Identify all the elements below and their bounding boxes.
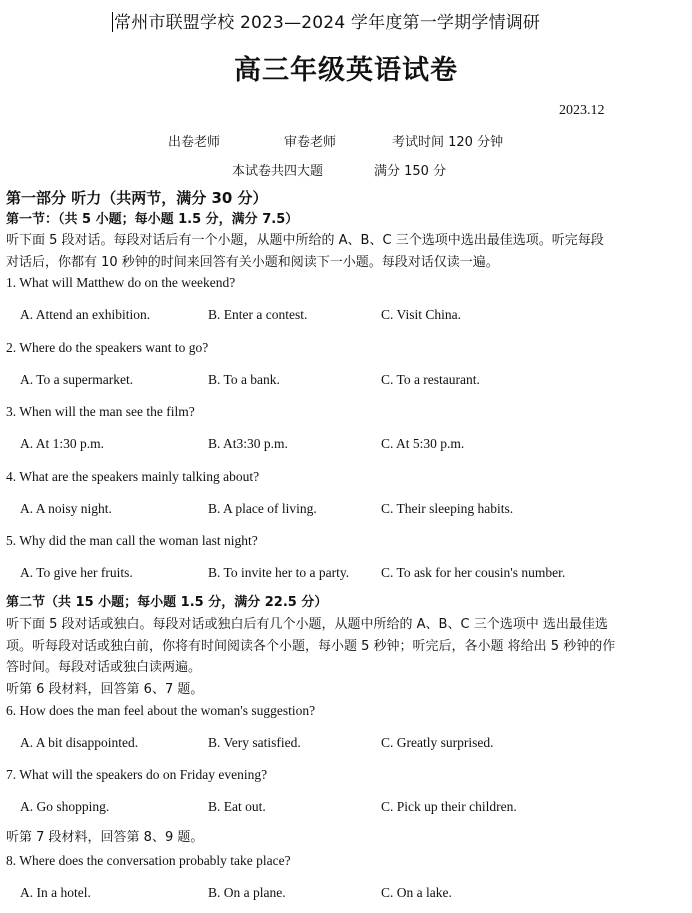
question-2-option-a: A. To a supermarket. [20,372,134,387]
section1-instructions-line2: 对话后，你都有 10 秒钟的时间来回答有关小题和阅读下一小题。每段对话仅读一遍。 [6,255,499,270]
question-1-stem: 1. What will Matthew do on the weekend? [6,275,236,290]
question-3-option-c: C. At 5:30 p.m. [381,436,465,451]
text-cursor [112,12,113,32]
question-5-option-c: C. To ask for her cousin's number. [381,565,566,580]
section2-instructions-line2: 项。听每段对话或独白前，你将有时间阅读各个小题，每小题 5 秒钟；听完后，各小题 将给出 5 秒钟的作 [6,639,616,654]
question-7-option-c: C. Pick up their children. [381,799,517,814]
paper-structure: 本试卷共四大题 [232,164,324,179]
school-header [112,8,540,33]
question-8-option-a: A. In a hotel. [20,885,91,900]
question-6-option-a: A. A bit disappointed. [20,735,139,750]
question-4-option-c: C. Their sleeping habits. [381,501,514,516]
setter-label: 出卷老师 [168,135,221,150]
section1-heading: 第一节：（共 5 小题；每小题 1.5 分，满分 7.5） [6,212,299,227]
question-3-option-b: B. At3:30 p.m. [208,436,288,451]
question-6-option-b: B. Very satisfied. [208,735,301,750]
question-4-option-b: B. A place of living. [208,501,317,516]
full-marks: 满分 150 分 [374,164,447,179]
page-title: 高三年级英语试卷 [234,55,458,86]
question-6-stem: 6. How does the man feel about the woman's suggestion? [6,703,316,718]
reviewer-label: 审卷老师 [284,135,337,150]
question-2-option-c: C. To a restaurant. [381,372,480,387]
section2-heading: 第二节（共 15 小题；每小题 1.5 分，满分 22.5 分） [6,595,328,610]
question-3-option-a: A. At 1:30 p.m. [20,436,105,451]
material-6-note: 听第 6 段材料，回答第 6、7 题。 [6,682,204,697]
section2-instructions-line1: 听下面 5 段对话或独白。每段对话或独白后有几个小题，从题中所给的 A、B、C 三个选项中 选出最佳选 [6,617,608,632]
question-7-option-b: B. Eat out. [208,799,266,814]
question-7-option-a: A. Go shopping. [20,799,110,814]
question-4-stem: 4. What are the speakers mainly talking about? [6,469,260,484]
section2-instructions-line3: 答时间。每段对话或独白读两遍。 [6,660,202,675]
question-8-option-b: B. On a plane. [208,885,286,900]
exam-date: 2023.12 [559,103,605,118]
school-line: 常州市联盟学校 2023—2024 学年度第一学期学情调研 [114,13,541,33]
question-8-option-c: C. On a lake. [381,885,452,900]
question-6-option-c: C. Greatly surprised. [381,735,494,750]
question-1-option-b: B. Enter a contest. [208,307,308,322]
question-5-option-b: B. To invite her to a party. [208,565,350,580]
question-2-stem: 2. Where do the speakers want to go? [6,340,209,355]
question-3-stem: 3. When will the man see the film? [6,404,195,419]
section1-instructions-line1: 听下面 5 段对话。每段对话后有一个小题，从题中所给的 A、B、C 三个选项中选出最佳选项。听完每段 [6,233,604,248]
question-7-stem: 7. What will the speakers do on Friday evening? [6,767,268,782]
question-8-stem: 8. Where does the conversation probably take place? [6,853,291,868]
question-2-option-b: B. To a bank. [208,372,280,387]
material-7-note: 听第 7 段材料，回答第 8、9 题。 [6,830,204,845]
question-1-option-a: A. Attend an exhibition. [20,307,151,322]
exam-time: 考试时间 120 分钟 [392,135,504,150]
question-1-option-c: C. Visit China. [381,307,461,322]
question-5-stem: 5. Why did the man call the woman last night? [6,533,258,548]
question-5-option-a: A. To give her fruits. [20,565,133,580]
question-4-option-a: A. A noisy night. [20,501,112,516]
part1-heading: 第一部分 听力（共两节，满分 30 分） [6,189,268,207]
